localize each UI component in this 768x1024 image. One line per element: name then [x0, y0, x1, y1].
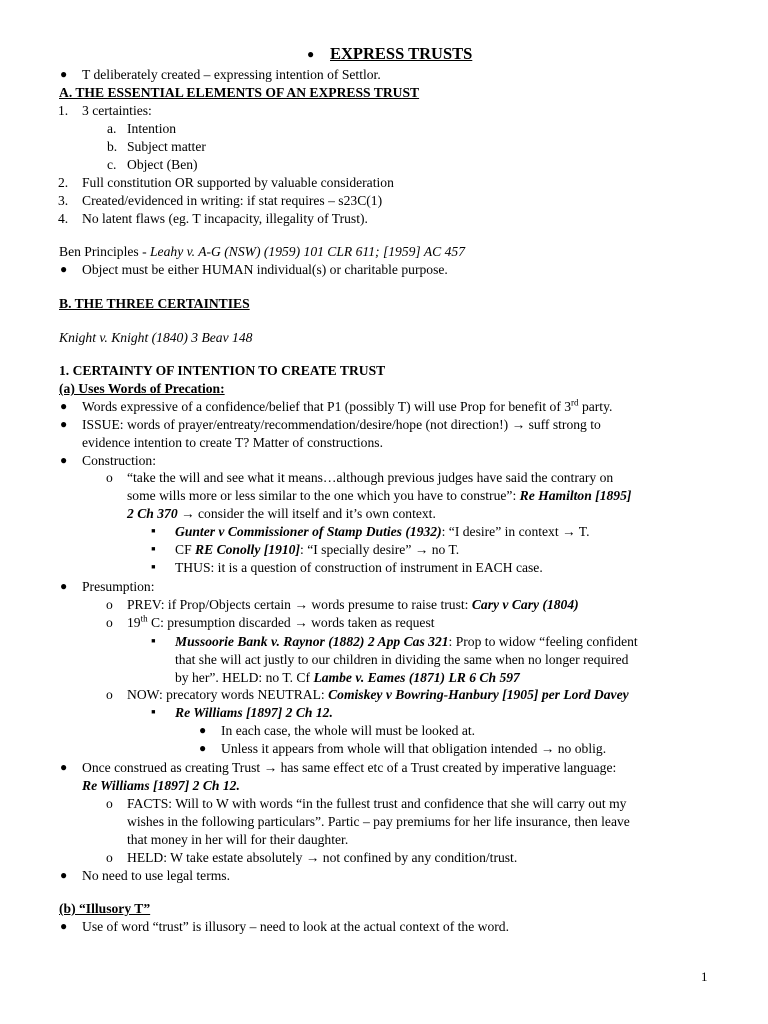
- circle-bullet: o: [106, 597, 113, 612]
- case-citation: RE Conolly [1910]: [195, 542, 301, 557]
- ben-label: Ben Principles -: [59, 244, 150, 259]
- circle-bullet: o: [106, 796, 113, 811]
- list-item: 3 certainties:: [82, 103, 152, 118]
- circle-bullet: o: [106, 470, 113, 485]
- use-word-line: Use of word “trust” is illusory – need to look at the actual context of the word.: [82, 919, 509, 934]
- text-part: → consider the will itself and it’s own context.: [177, 506, 436, 521]
- bullet: ●: [199, 723, 207, 737]
- bullet: ●: [60, 919, 68, 933]
- facts-line-2: wishes in the following particulars”. Partic – pay premiums for her life insurance, then leave: [127, 814, 630, 829]
- page-number: 1: [701, 969, 708, 984]
- case-citation: Mussoorie Bank v. Raynor (1882) 2 App Cas 321: [175, 634, 449, 649]
- case-citation: Re Williams [1897] 2 Ch 12.: [175, 705, 333, 720]
- case-citation: Re Williams [1897] 2 Ch 12.: [82, 778, 240, 793]
- mussoorie-line-2: that she will act justly to our children in dividing the same when no longer required: [175, 652, 629, 667]
- case-citation: Knight v. Knight (1840) 3 Beav 148: [59, 330, 253, 345]
- now-line: [127, 686, 629, 704]
- section-a-heading: A. THE ESSENTIAL ELEMENTS OF AN EXPRESS TRUST: [59, 85, 420, 100]
- list-number: 1.: [58, 103, 69, 118]
- case-citation: Gunter v Commissioner of Stamp Duties (1932): [175, 524, 442, 539]
- list-item: Full constitution OR supported by valuable consideration: [82, 175, 394, 190]
- mussoorie-line-3: [175, 669, 520, 687]
- title-bullet: ●: [307, 47, 315, 61]
- unless-line: Unless it appears from whole will that obligation intended → no oblig.: [221, 741, 607, 756]
- list-number: 4.: [58, 211, 69, 226]
- section-1-heading: 1. CERTAINTY OF INTENTION TO CREATE TRUST: [59, 363, 386, 378]
- bullet: ●: [60, 417, 68, 431]
- superscript: rd: [571, 397, 579, 408]
- bullet: ●: [60, 399, 68, 413]
- subsection-a-heading: (a) Uses Words of Precation:: [59, 381, 225, 396]
- square-bullet: ▪: [151, 633, 156, 648]
- ben-principles-line: [59, 243, 465, 261]
- prev-line: [127, 596, 579, 614]
- intro-text: T deliberately created – expressing intention of Settlor.: [82, 67, 381, 82]
- case-citation: Re Hamilton [1895]: [519, 488, 632, 503]
- list-item: Created/evidenced in writing: if stat requires – s23C(1): [82, 193, 383, 208]
- each-case-line: In each case, the whole will must be looked at.: [221, 723, 476, 738]
- quote-line-2: [127, 487, 631, 505]
- ben-bullet-text: Object must be either HUMAN individual(s) or charitable purpose.: [82, 262, 448, 277]
- text-part: Words expressive of a confidence/belief that P1 (possibly T) will use Prop for benefit of 3: [82, 399, 572, 414]
- text-part: C: presumption discarded → words taken as request: [147, 615, 435, 630]
- bullet: ●: [199, 741, 207, 755]
- mussoorie-line-1: [175, 633, 638, 651]
- text-part: party.: [578, 399, 613, 414]
- issue-line-1: ISSUE: words of prayer/entreaty/recommendation/desire/hope (not direction!) → suff strong to: [82, 417, 601, 432]
- once-line-1: Once construed as creating Trust → has same effect etc of a Trust created by imperative language:: [82, 760, 617, 775]
- square-bullet: ▪: [151, 559, 156, 574]
- case-citation: Comiskey v Bowring-Hanbury [1905] per Lord Davey: [328, 687, 629, 702]
- facts-line-3: that money in her will for their daughter.: [127, 832, 349, 847]
- text-part: some wills more or less similar to the one which you have to construe”:: [127, 488, 520, 503]
- square-bullet: ▪: [151, 541, 156, 556]
- section-b-heading: B. THE THREE CERTAINTIES: [59, 296, 250, 311]
- bullet: ●: [60, 868, 68, 882]
- list-item: Intention: [127, 121, 177, 136]
- text-part: 19: [127, 615, 141, 630]
- nineteenth-c-line: [127, 614, 435, 632]
- held-line: HELD: W take estate absolutely → not confined by any condition/trust.: [127, 850, 518, 865]
- list-item: No latent flaws (eg. T incapacity, illegality of Trust).: [82, 211, 368, 226]
- list-number: 3.: [58, 193, 69, 208]
- list-number: 2.: [58, 175, 69, 190]
- case-citation: 2 Ch 370: [127, 506, 178, 521]
- subsection-b-heading: (b) “Illusory T”: [59, 901, 151, 916]
- conolly-line: [175, 541, 459, 559]
- no-need-line: No need to use legal terms.: [82, 868, 230, 883]
- circle-bullet: o: [106, 687, 113, 702]
- facts-line-1: FACTS: Will to W with words “in the fullest trust and confidence that she will carry out my: [127, 796, 627, 811]
- bullet: ●: [60, 262, 68, 276]
- quote-line-3: [127, 505, 436, 523]
- list-letter: b.: [107, 139, 118, 154]
- list-letter: c.: [107, 157, 117, 172]
- bullet: ●: [60, 67, 68, 81]
- thus-line: THUS: it is a question of construction of instrument in EACH case.: [175, 560, 543, 575]
- text-part: NOW: precatory words NEUTRAL:: [127, 687, 329, 702]
- bullet: ●: [60, 453, 68, 467]
- gunter-line: [175, 523, 589, 541]
- list-item: Object (Ben): [127, 157, 198, 172]
- words-expressive-text: [82, 398, 612, 416]
- case-citation: Leahy v. A-G (NSW) (1959) 101 CLR 611; [1959] AC 457: [150, 244, 466, 259]
- case-citation: Lambe v. Eames (1871) LR 6 Ch 597: [313, 670, 520, 685]
- text-part: PREV: if Prop/Objects certain → words presume to raise trust:: [127, 597, 472, 612]
- bullet: ●: [60, 760, 68, 774]
- list-item: Subject matter: [127, 139, 206, 154]
- case-citation: Cary v Cary (1804): [471, 597, 579, 612]
- list-letter: a.: [107, 121, 117, 136]
- issue-line-2: evidence intention to create T? Matter of constructions.: [82, 435, 383, 450]
- circle-bullet: o: [106, 615, 113, 630]
- square-bullet: ▪: [151, 704, 156, 719]
- circle-bullet: o: [106, 850, 113, 865]
- quote-line-1: “take the will and see what it means…although previous judges have said the contrary on: [127, 470, 614, 485]
- text-part: CF: [175, 542, 196, 557]
- square-bullet: ▪: [151, 523, 156, 538]
- presumption-heading: Presumption:: [82, 579, 155, 594]
- construction-heading: Construction:: [82, 453, 157, 468]
- page-title: EXPRESS TRUSTS: [330, 44, 473, 63]
- text-part: : Prop to widow “feeling confident: [448, 634, 638, 649]
- bullet: ●: [60, 579, 68, 593]
- text-part: by her”. HELD: no T. Cf: [175, 670, 314, 685]
- superscript: th: [140, 613, 148, 624]
- text-part: : “I desire” in context → T.: [441, 524, 590, 539]
- text-part: : “I specially desire” → no T.: [300, 542, 460, 557]
